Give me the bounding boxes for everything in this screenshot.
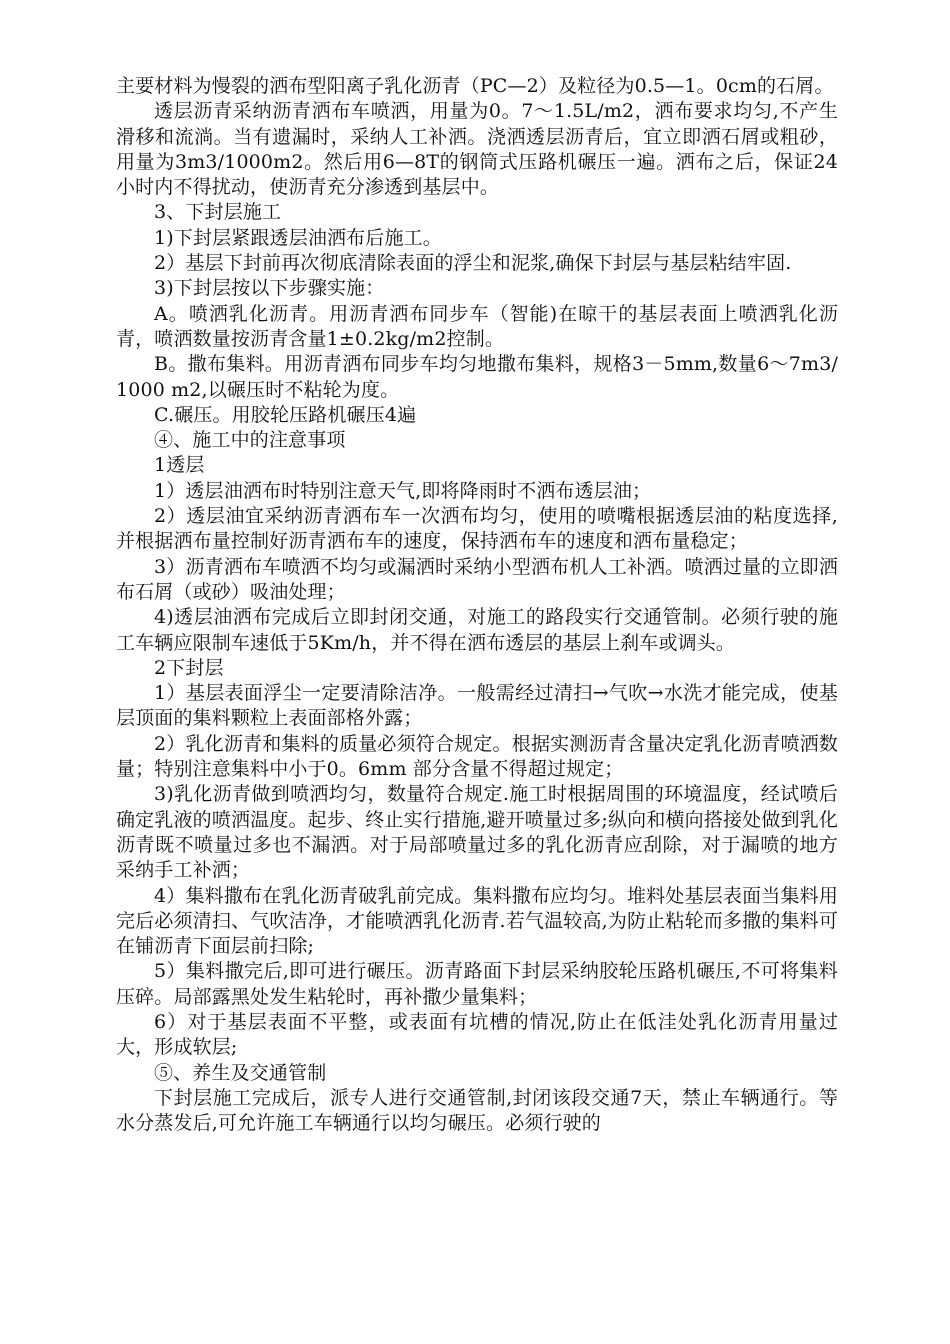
paragraph: 5）集料撒完后,即可进行碾压。沥青路面下封层采纳胶轮压路机碾压,不可将集料压碎。局部露黑处发生粘轮时，再补撒少量集料； [116, 960, 838, 1008]
paragraph: 2）乳化沥青和集料的质量必须符合规定。根据实测沥青含量决定乳化沥青喷洒数量；特别注意集料中小于0。6mm 部分含量不得超过规定； [116, 732, 838, 781]
subsection-heading: 1透层 [154, 454, 205, 477]
paragraph: 3)乳化沥青做到喷洒均匀，数量符合规定.施工时根据周围的环境温度，经试喷后确定乳液的喷洒温度。起步、终止实行措施,避开喷量过多;纵向和横向搭接处做到乳化沥青既不喷量过多也不漏洒。对于局部喷量过多的乳化沥青应刮除，对于漏喷的地方采纳手工补洒； [116, 783, 838, 882]
subsection-heading: 2下封层 [154, 656, 224, 679]
paragraph: C.碾压。用胶轮压路机碾压4遍 [154, 403, 417, 426]
paragraph: 下封层施工完成后，派专人进行交通管制,封闭该段交通7天，禁止车辆通行。等水分蒸发后,可允许施工车辆通行以均匀碾压。必须行驶的 [116, 1086, 838, 1135]
paragraph: 1）透层油洒布时特别注意天气,即将降雨时不洒布透层油； [154, 479, 652, 502]
paragraph: 主要材料为慢裂的洒布型阳离子乳化沥青（PC—2）及粒径为0.5—1。0cm的石屑。 [116, 75, 834, 97]
paragraph: 3)下封层按以下步骤实施： [154, 277, 385, 300]
section-heading: ⑤、养生及交通管制 [154, 1061, 327, 1084]
paragraph: 4)透层油洒布完成后立即封闭交通，对施工的路段实行交通管制。必须行驶的施工车辆应限制车速低于5Km/h，并不得在洒布透层的基层上刹车或调头。 [116, 606, 838, 654]
paragraph: B。撒布集料。用沥青洒布同步车均匀地撒布集料，规格3－5mm,数量6～7m3/1000 m2,以碾压时不粘轮为度。 [116, 353, 838, 401]
paragraph: 1)下封层紧跟透层油洒布后施工。 [154, 226, 442, 249]
paragraph: 4）集料撒布在乳化沥青破乳前完成。集料撒布应均匀。堆料处基层表面当集料用完后必须清扫、气吹洁净，才能喷洒乳化沥青.若气温较高,为防止粘轮而多撒的集料可在铺沥青下面层前扫除; [116, 884, 838, 958]
paragraph: 透层沥青采纳沥青洒布车喷洒，用量为0。7～1.5L/m2，洒布要求均匀,不产生滑移和流淌。当有遗漏时，采纳人工补洒。浇洒透层沥青后，宜立即洒石屑或粗砂，用量为3m3/1000m2。然后用6—8T的钢筒式压路机碾压一遍。洒布之后，保证24小时内不得扰动，使沥青充分渗透到基层中。 [116, 100, 838, 199]
section-heading: 3、下封层施工 [154, 201, 282, 224]
document-body [116, 74, 838, 1136]
paragraph: 6）对于基层表面不平整，或表面有坑槽的情况,防止在低洼处乳化沥青用量过大，形成软层; [116, 1010, 838, 1059]
paragraph: 2）透层油宜采纳沥青洒布车一次洒布均匀，使用的喷嘴根据透层油的粘度选择,并根据洒布量控制好沥青洒布车的速度，保持洒布车的速度和洒布量稳定； [116, 505, 838, 553]
paragraph: 2）基层下封前再次彻底清除表面的浮尘和泥浆,确保下封层与基层粘结牢固. [154, 252, 792, 275]
paragraph: 3）沥青洒布车喷洒不均匀或漏洒时采纳小型洒布机人工补洒。喷洒过量的立即洒布石屑（或砂）吸油处理； [116, 555, 838, 603]
paragraph: 1）基层表面浮尘一定要清除洁净。一般需经过清扫→气吹→水洗才能完成，使基层顶面的集料颗粒上表面部格外露； [116, 682, 838, 730]
paragraph: A。喷洒乳化沥青。用沥青洒布同步车（智能)在晾干的基层表面上喷洒乳化沥青，喷洒数量按沥青含量1±0.2kg/m2控制。 [116, 302, 838, 350]
section-heading: ④、施工中的注意事项 [154, 429, 346, 452]
